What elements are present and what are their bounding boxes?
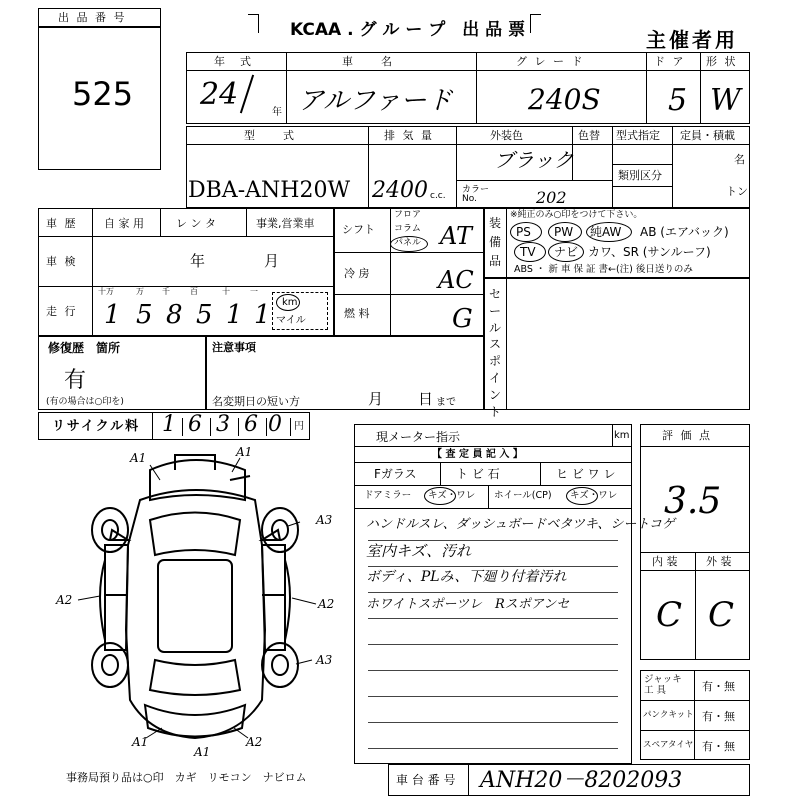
repair-label: 修復歴 箇所 (48, 341, 121, 355)
mileage-digit-3: 8 (166, 300, 183, 330)
equipment-pw[interactable]: PW (554, 225, 574, 239)
ps-circle (510, 222, 542, 242)
diagram-mark-a1-rear-bottom: A1 (194, 745, 211, 759)
recycle-digit-3: 3 (216, 412, 230, 437)
rating-score: 3.5 (664, 481, 722, 522)
interior-grade: C (656, 595, 683, 635)
mileage-digit-6: 1 (254, 300, 271, 330)
history-option-private[interactable]: 自 家 用 (104, 217, 144, 230)
equipment-leather-sr[interactable]: カワ、SR (サンルーフ) (588, 245, 711, 259)
equipment-ab[interactable]: AB (エアバック) (640, 225, 729, 239)
recycle-digit-2: 6 (188, 412, 202, 437)
type-designation-label: 型式指定 (616, 129, 660, 142)
aw-circle (586, 222, 632, 242)
name-change-month: 月 (368, 390, 384, 408)
inspection-year-unit: 年 (190, 252, 206, 270)
recycle-unit: 円 (294, 421, 304, 432)
shift-label: シフト (342, 223, 375, 236)
spare-tire-value[interactable]: 有・無 (702, 740, 735, 753)
color-change-label: 色替 (578, 129, 600, 142)
inspector-door-mirror: ドアミラー (364, 490, 412, 501)
shift-option-column[interactable]: コラム (394, 224, 421, 234)
shift-value: AT (440, 222, 473, 250)
inspector-label: 【 査 定 員 記 入 】 (432, 449, 523, 460)
grade-value: 240S (528, 83, 601, 116)
equipment-abs-warranty[interactable]: ABS ・ 新 車 保 証 書←(注) 後日送りのみ (514, 264, 693, 275)
inspector-note-1: ハンドルスレ、ダッシュボードベタツキ、シートコゲ (366, 517, 675, 532)
color-no-value: 202 (536, 188, 567, 207)
mileage-unit-1k: 千 (162, 287, 170, 296)
mileage-unit-1: 一 (250, 287, 258, 296)
name-change-until: まで (436, 397, 456, 408)
inspector-glass: Fガラス (374, 467, 417, 481)
chassis-value: ANH20－8202093 (480, 768, 683, 793)
year-unit: 年 (272, 107, 282, 118)
category-label: 類別区分 (618, 169, 662, 182)
repair-value: 有 (64, 368, 87, 393)
inspector-note-2: 室内キズ、汚れ (366, 542, 472, 560)
mileage-digit-1: 1 (104, 300, 121, 330)
diagram-mark-a3-right-front: A3 (316, 513, 333, 527)
ac-value: AC (438, 266, 474, 294)
fuel-value: G (452, 304, 473, 334)
model-value: DBA-ANH20W (188, 178, 351, 203)
equipment-ps[interactable]: PS (516, 225, 531, 239)
inspection-label: 車 検 (46, 255, 78, 268)
header-title: KCAA . グ ル ー プ 出 品 票 (290, 20, 526, 40)
inspector-chip: ト ビ 石 (456, 467, 500, 481)
tv-circle (514, 242, 546, 262)
inspector-note-4: ホワイトスポーツレ Rスポアンセ (366, 597, 570, 612)
grade-label: グ レ ー ド (516, 55, 585, 68)
doors-label: ド ア (654, 55, 686, 68)
displacement-label: 排 気 量 (384, 129, 434, 142)
meter-label: 現メーター指示 (376, 430, 461, 444)
shape-label: 形 状 (706, 55, 738, 68)
inspector-wheel: ホイール(CP) (494, 490, 552, 501)
organizer-label: 主催者用 (646, 28, 738, 52)
notes-label: 注意事項 (212, 341, 256, 354)
capacity-unit-persons: 名 (734, 153, 745, 166)
diagram-mark-a2-rear-right: A2 (246, 735, 263, 749)
puncture-kit-label: パンクキット (643, 710, 694, 720)
mileage-digit-4: 5 (196, 300, 213, 330)
navi-circle (548, 242, 584, 262)
shift-option-floor[interactable]: フロア (394, 210, 422, 220)
mileage-label: 走 行 (46, 305, 78, 318)
inspector-wheel-damage: キズ・ワレ (570, 490, 618, 501)
diagram-mark-a2-right: A2 (318, 597, 335, 611)
office-items-label: 事務局預り品は○印 カギ リモコン ナビロム (66, 771, 307, 784)
inspection-month-unit: 月 (264, 252, 280, 270)
doors-value: 5 (668, 83, 688, 118)
sales-point-label: セールスポイント (489, 287, 502, 419)
inspector-mirror-damage: キズ・ワレ (428, 490, 476, 501)
diagram-mark-a1-rear-left: A1 (132, 735, 149, 749)
mileage-digit-2: 5 (136, 300, 153, 330)
history-option-rental[interactable]: レ ン タ (176, 217, 216, 230)
model-label: 型 式 (244, 129, 296, 142)
inspector-note-3: ボディ、PLみ、下廻り付着汚れ (366, 569, 567, 585)
ac-label: 冷 房 (344, 267, 370, 280)
equipment-tv[interactable]: TV (520, 245, 536, 259)
diagram-mark-a1-front-right: A1 (236, 445, 253, 459)
corner-mark-left (248, 14, 259, 33)
name-change-day: 日 (418, 390, 434, 408)
corner-mark-right (530, 14, 541, 33)
recycle-digit-5: 0 (268, 412, 282, 437)
exterior-grade: C (708, 595, 735, 635)
equipment-aw[interactable]: 純AW (590, 225, 622, 239)
year-value: 24 (200, 77, 239, 112)
car-name-label: 車 名 (342, 55, 394, 68)
mirror-damage-circle (424, 487, 456, 505)
equipment-note: ※純正のみ○印をつけて下さい。 (510, 210, 643, 220)
mileage-unit-100: 百 (190, 287, 198, 296)
equipment-label: 装 備 品 (489, 216, 502, 269)
recycle-digit-4: 6 (244, 412, 258, 437)
recycle-label: リサイクル料 (52, 419, 141, 434)
mileage-digit-5: 1 (226, 300, 243, 330)
panel-circle (390, 236, 428, 252)
mileage-unit-100k: 十万 (98, 287, 114, 296)
diagram-mark-a2-left: A2 (56, 593, 73, 607)
diagram-mark-a3-right-rear: A3 (316, 653, 333, 667)
recycle-digit-1: 1 (162, 412, 176, 437)
shape-value: W (710, 83, 741, 118)
jack-value[interactable]: 有・無 (702, 680, 735, 693)
capacity-label: 定員・積載 (680, 129, 735, 142)
shift-option-panel[interactable]: パネル (394, 238, 422, 248)
mileage-km-label[interactable]: km (282, 297, 298, 308)
pw-circle (548, 222, 582, 242)
car-name-value: アルファード (298, 86, 453, 116)
interior-label: 内 装 (652, 555, 678, 568)
name-change-label: 名変期日の短い方 (212, 395, 300, 408)
rating-label: 評 価 点 (662, 429, 712, 442)
repair-note: (有の場合は○印を) (46, 397, 124, 407)
exterior-label: 外 装 (706, 555, 732, 568)
wheel-damage-circle (566, 487, 598, 505)
chassis-label: 車 台 番 号 (396, 773, 456, 787)
mileage-unit-10k: 万 (136, 287, 144, 296)
spare-tire-label: スペアタイヤ (643, 740, 694, 750)
lot-number-label: 出 品 番 号 (58, 11, 127, 24)
history-label: 車 歴 (46, 217, 78, 230)
inspector-crack: ヒ ビ ワ レ (556, 467, 616, 481)
year-label: 年 式 (214, 55, 253, 68)
history-option-business[interactable]: 事業,営業車 (256, 217, 315, 230)
puncture-kit-value[interactable]: 有・無 (702, 710, 735, 723)
mileage-unit-10: 十 (222, 287, 230, 296)
fuel-label: 燃 料 (344, 307, 370, 320)
color-label: 外装色 (490, 129, 523, 142)
sales-point-block (484, 278, 750, 410)
meter-unit: km (614, 430, 630, 441)
color-no-label: カラー No. (462, 185, 490, 204)
capacity-unit-tons: トン (726, 185, 748, 198)
color-value: ブラック (494, 148, 574, 172)
lot-number: 525 (72, 75, 134, 113)
mileage-mile-label[interactable]: マイル (276, 315, 306, 326)
displacement-value: 2400 (372, 178, 428, 203)
diagram-mark-a1-front-left: A1 (130, 451, 147, 465)
jack-label: ジャッキ 工 具 (644, 674, 682, 697)
cc-label: c.c. (430, 191, 446, 201)
equipment-navi[interactable]: ナビ (554, 245, 579, 259)
km-circle (276, 294, 300, 311)
